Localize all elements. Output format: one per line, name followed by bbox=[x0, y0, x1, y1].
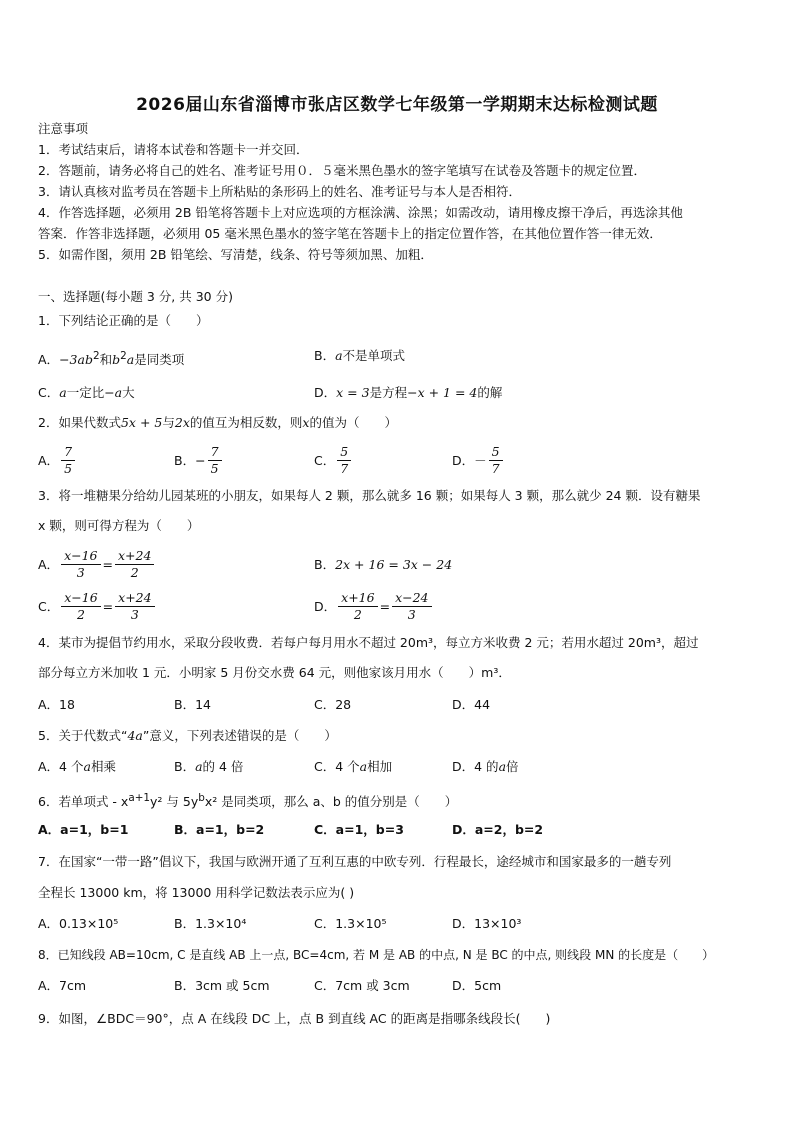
question-8-options bbox=[38, 975, 758, 997]
q4-option-c[interactable]: C．28 bbox=[314, 697, 352, 712]
question-5-stem: 5．关于代数式“4a”意义，下列表述错误的是（ ） bbox=[38, 728, 337, 743]
fraction: $\frac{x-24}{3}$ bbox=[392, 590, 431, 623]
q8-option-b[interactable]: B．3cm 或 5cm bbox=[174, 978, 270, 993]
fraction: $\frac{5}{7}$ bbox=[337, 444, 351, 477]
question-3-stem-line-1: 3．将一堆糖果分给幼儿园某班的小朋友，如果每人 2 颗，那么就多 16 颗；如果每人 3 颗，那么就少 24 颗．设有糖果 bbox=[38, 488, 701, 503]
fraction: $\frac{x-16}{3}$ bbox=[61, 548, 100, 581]
question-7-stem-line-1: 7．在国家“一带一路”倡议下，我国与欧洲开通了互利互惠的中欧专列．行程最长，途经城市和国家最多的一趟专列 bbox=[38, 854, 672, 869]
question-7-options bbox=[38, 913, 758, 935]
q4-option-d[interactable]: D．44 bbox=[452, 697, 491, 712]
question-3-options-row-2 bbox=[38, 586, 758, 626]
q3-option-c[interactable]: C． $\frac{x-16}{2}$ = $\frac{x+24}{3}$ bbox=[38, 586, 157, 626]
fraction: $\frac{x+24}{3}$ bbox=[115, 590, 154, 623]
question-8-stem: 8．已知线段 AB=10cm, C 是直线 AB 上一点, BC=4cm, 若 M 是 AB 的中点, N 是 BC 的中点, 则线段 MN 的长度是（ ） bbox=[38, 948, 715, 962]
q2-option-d[interactable]: D． － $\frac{5}{7}$ bbox=[452, 440, 505, 480]
q8-option-a[interactable]: A．7cm bbox=[38, 978, 87, 993]
q5-option-b[interactable]: B．a的 4 倍 bbox=[174, 759, 244, 774]
question-1-options-row-1 bbox=[38, 345, 758, 367]
fraction: $\frac{x+16}{2}$ bbox=[338, 590, 377, 623]
q5-option-c[interactable]: C．4 个a相加 bbox=[314, 759, 393, 774]
fraction: $\frac{7}{5}$ bbox=[61, 444, 75, 477]
q7-option-d[interactable]: D．13×10³ bbox=[452, 916, 522, 931]
notice-heading: 注意事项 bbox=[38, 121, 89, 136]
q1-option-d[interactable]: D．x = 3是方程−x + 1 = 4的解 bbox=[314, 385, 503, 400]
q8-option-d[interactable]: D．5cm bbox=[452, 978, 502, 993]
q1-option-c[interactable]: C．a一定比−a大 bbox=[38, 385, 135, 400]
notice-item-4-cont: 答案．作答非选择题，必须用 05 毫米黑色墨水的签字笔在答题卡上的指定位置作答，在其他位置作答一律无效． bbox=[38, 226, 662, 241]
question-2-options bbox=[38, 440, 758, 480]
q6-option-c[interactable]: C．a=1，b=3 bbox=[314, 822, 404, 837]
question-6-options bbox=[38, 819, 758, 841]
q3-option-d[interactable]: D． $\frac{x+16}{2}$ = $\frac{x-24}{3}$ bbox=[314, 586, 434, 626]
question-4-options bbox=[38, 694, 758, 716]
fraction: $\frac{x+24}{2}$ bbox=[115, 548, 154, 581]
q8-option-c[interactable]: C．7cm 或 3cm bbox=[314, 978, 410, 993]
question-6-stem: 6．若单项式 - $x^{a+1}y^2$ 与 $5y^bx^2$ 是同类项，那么 a、b 的值分别是（ ） bbox=[38, 792, 458, 810]
q1-option-b[interactable]: B．a不是单项式 bbox=[314, 348, 406, 363]
q7-option-c[interactable]: C．1.3×10⁵ bbox=[314, 916, 387, 931]
question-2-stem: 2．如果代数式5x + 5与2x的值互为相反数，则x的值为（ ） bbox=[38, 415, 397, 430]
notice-item-1: 1．考试结束后，请将本试卷和答题卡一并交回． bbox=[38, 142, 309, 157]
fraction: $\frac{5}{7}$ bbox=[489, 444, 503, 477]
q3-option-b[interactable]: B． 2x + 16 = 3x − 24 bbox=[314, 556, 453, 572]
section-heading: 一、选择题(每小题 3 分, 共 30 分) bbox=[38, 289, 233, 304]
question-3-options-row-1 bbox=[38, 544, 758, 584]
question-7-stem-line-2: 全程长 13000 km，将 13000 用科学记数法表示应为( ) bbox=[38, 885, 355, 900]
fraction: $\frac{7}{5}$ bbox=[208, 444, 222, 477]
question-1-stem: 1．下列结论正确的是（ ） bbox=[38, 313, 209, 328]
question-5-options bbox=[38, 756, 758, 778]
question-4-stem-line-1: 4．某市为提倡节约用水，采取分段收费．若每户每月用水不超过 20m³，每立方米收费 2 元；若用水超过 20m³，超过 bbox=[38, 635, 699, 650]
q2-option-a[interactable]: A． $\frac{7}{5}$ bbox=[38, 440, 77, 480]
q5-option-d[interactable]: D．4 的a倍 bbox=[452, 759, 519, 774]
question-1-options-row-2 bbox=[38, 382, 758, 404]
notice-item-4: 4．作答选择题，必须用 2B 铅笔将答题卡上对应选项的方框涂满、涂黑；如需改动，请用橡皮擦干净后，再选涂其他 bbox=[38, 205, 683, 220]
question-3-stem-line-2: x 颗，则可得方程为（ ） bbox=[38, 518, 200, 533]
q3-option-a[interactable]: A． $\frac{x-16}{3}$ = $\frac{x+24}{2}$ bbox=[38, 544, 156, 584]
q7-option-a[interactable]: A．0.13×10⁵ bbox=[38, 916, 119, 931]
page-title: 2026届山东省淄博市张店区数学七年级第一学期期末达标检测试题 bbox=[136, 95, 658, 115]
question-9-stem: 9．如图，∠BDC＝90°，点 A 在线段 DC 上，点 B 到直线 AC 的距离是指哪条线段长( ) bbox=[38, 1011, 551, 1026]
q1-option-a[interactable]: A．$-3ab^2$和$b^2a$是同类项 bbox=[38, 350, 185, 368]
q4-option-b[interactable]: B．14 bbox=[174, 697, 211, 712]
question-4-stem-line-2: 部分每立方米加收 1 元．小明家 5 月份交水费 64 元，则他家该月用水（ ）m³． bbox=[38, 665, 511, 680]
fraction: $\frac{x-16}{2}$ bbox=[61, 590, 100, 623]
q6-option-d[interactable]: D．a=2，b=2 bbox=[452, 822, 544, 837]
q6-option-a[interactable]: A．a=1，b=1 bbox=[38, 822, 129, 837]
q4-option-a[interactable]: A．18 bbox=[38, 697, 75, 712]
q6-option-b[interactable]: B．a=1，b=2 bbox=[174, 822, 265, 837]
notice-item-2: 2．答题前，请务必将自己的姓名、准考证号用０．５毫米黑色墨水的签字笔填写在试卷及答题卡的规定位置． bbox=[38, 163, 646, 178]
notice-item-3: 3．请认真核对监考员在答题卡上所粘贴的条形码上的姓名、准考证号与本人是否相符． bbox=[38, 184, 521, 199]
q5-option-a[interactable]: A．4 个a相乘 bbox=[38, 759, 116, 774]
q2-option-b[interactable]: B． − $\frac{7}{5}$ bbox=[174, 440, 224, 480]
q7-option-b[interactable]: B．1.3×10⁴ bbox=[174, 916, 247, 931]
q2-option-c[interactable]: C． $\frac{5}{7}$ bbox=[314, 440, 353, 480]
notice-item-5: 5．如需作图，须用 2B 铅笔绘、写清楚，线条、符号等须加黑、加粗． bbox=[38, 247, 433, 262]
